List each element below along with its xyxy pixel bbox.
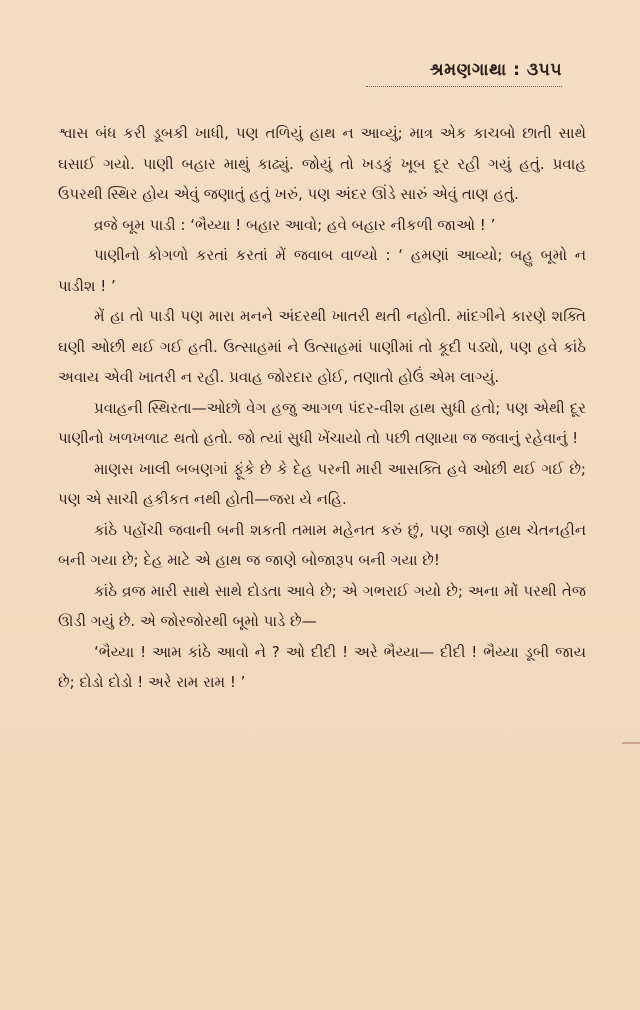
page-edge-mark — [622, 742, 640, 744]
paragraph: ‘ભૈય્યા ! આમ કાંઠે આવો ને ? ઓ દીદી ! અરે ભૈય્યા— દીદી ! ભૈય્યા ડૂબી જાય છે; દોડો દોડો ! અરે રામ રામ ! ’ — [58, 642, 586, 691]
running-header: શ્રમણગાથા : ૩૫૫ — [429, 60, 562, 80]
paragraph: પ્રવાહની સ્થિરતા—ઓછો વેગ હજુ આગળ પંદર-વીશ હાથ સુધી હતો; પણ એથી દૂર પાણીનો ખળખળાટ થતો હતો. જો ત્યાં સુધી ખેંચાયો તો પછી તણાયા જ જવાનું રહેવાનું ! — [58, 398, 586, 447]
paragraph: માણસ ખાલી બબણગાં ફૂંકે છે કે દેહ પરની મારી આસક્તિ હવે ઓછી થઈ ગઈ છે; પણ એ સાચી હકીકત નથી હોતી—જરા યે નહિ. — [58, 459, 586, 508]
paragraph: પાણીનો કોગળો કરતાં કરતાં મેં જવાબ વાળ્યો : ‘ હમણાં આવ્યો; બહુ બૂમો ન પાડીશ ! ’ — [58, 246, 586, 295]
body-text — [58, 118, 586, 698]
header-underline — [366, 86, 562, 87]
paragraph: કાંઠે વ્રજ મારી સાથે સાથે દોડતા આવે છે; એ ગભરાઈ ગયો છે; અના મોં પરથી તેજ ઊડી ગયું છે. એ જોરજોરથી બૂમો પાડે છે— — [58, 581, 586, 630]
paragraph: વ્રજે બૂમ પાડી : ‘ભૈય્યા ! બહાર આવો; હવે બહાર નીકળી જાઓ ! ’ — [94, 215, 496, 234]
paragraph: શ્વાસ બંધ કરી ડૂબકી ખાધી, પણ તળિયું હાથ ન આવ્યું; માત્ર એક કાચબો છાતી સાથે ઘસાઈ ગયો. પાણી બહાર માથું કાઢ્યું. જોયું તો ખડકું ખૂબ દૂર રહી ગયું હતું. પ્રવાહ ઉપરથી સ્થિર હોય એવું જણાતું હતું ખરું, પણ અંદર ઊંડે સારું એવું તાણ હતું. — [58, 124, 586, 203]
paragraph: કાંઠે પહોંચી જવાની બની શકતી તમામ મહેનત કરું છું, પણ જાણે હાથ ચેતનહીન બની ગયા છે; દેહ માટે એ હાથ જ જાણે બોજારૂપ બની ગયા છે! — [58, 520, 586, 569]
paragraph: મેં હા તો પાડી પણ મારા મનને અંદરથી ખાતરી થતી નહોતી. માંદગીને કારણે શક્તિ ઘણી ઓછી થઈ ગઈ હતી. ઉત્સાહમાં ને ઉત્સાહમાં પાણીમાં તો કૂદી પડ્યો, પણ હવે કાંઠે અવાય એવી ખાતરી ન રહી. પ્રવાહ જોરદાર હોઈ, તણાતો હોઉં એમ લાગ્યું. — [58, 307, 586, 386]
